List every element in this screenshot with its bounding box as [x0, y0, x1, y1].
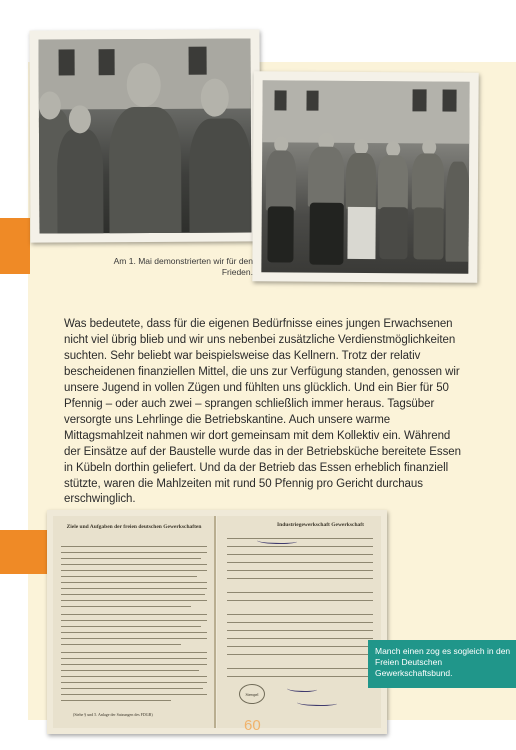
body-paragraph: Was bedeutete, dass für die eigenen Bedürfnisse eines jungen Erwachsenen nicht viel übrig blieb und wir uns nebenbei zusätzliche Verdienstmöglichkeiten suchten. Sehr beliebt war beispielsweise das Kellnern. Trotz der relativ bescheidenen finanziellen Mittel, die uns zur Verfügung standen, genossen wir unsere Jugend in vollen Zügen und fühlten uns glücklich. Und ein Bier für 50 Pfennig – oder auch zwei – sprangen schließlich immer heraus. Tagsüber versorgte uns Lehrlinge die Betriebskantine. Auch unsere warme Mittagsmahlzeit nahmen wir dort gemeinsam mit dem Kollektiv ein. Während der Einsätze auf der Baustelle wurde das in der Betriebsküche bereitete Essen in Kübeln dorthin geliefert. Und da der Betrieb das Essen erheblich finanziell stützte, waren die Mahlzeiten mit rund 50 Pfennig pro Gericht durchaus erschwinglich.: [64, 318, 461, 506]
photo-caption: Am 1. Mai demonstrierten wir für den Frieden.: [113, 256, 253, 277]
document-caption: Manch einen zog es sogleich in den Freien Deutschen Gewerkschaftsbund.: [375, 646, 511, 678]
photo-may-day-march: [252, 71, 478, 283]
page-number: 60: [244, 717, 261, 734]
handwritten-entry: [257, 538, 297, 544]
photo-men-portrait: [29, 29, 260, 242]
booklet-footer-note: (Siehe § und 5. Anlage der Satzungen des FDGB): [73, 712, 153, 717]
stamp-circle: [239, 684, 265, 704]
stamp-signature: [287, 686, 317, 692]
signature: [297, 700, 337, 706]
stamp-label: Stempel: [245, 692, 259, 697]
photo-march-image: [261, 80, 469, 273]
union-membership-booklet: [47, 510, 387, 734]
booklet-right-heading: Industriegewerkschaft Gewerkschaft: [277, 522, 364, 528]
orange-accent-bar-top: [0, 218, 30, 274]
booklet-spine: [214, 516, 216, 728]
booklet-left-page: [53, 516, 215, 728]
photo-men-image: [38, 38, 251, 233]
booklet-left-heading: Ziele und Aufgaben der freien deutschen Gewerkschaften: [66, 524, 202, 530]
booklet-right-page: [217, 516, 381, 728]
orange-accent-bar-bottom: [0, 530, 50, 574]
